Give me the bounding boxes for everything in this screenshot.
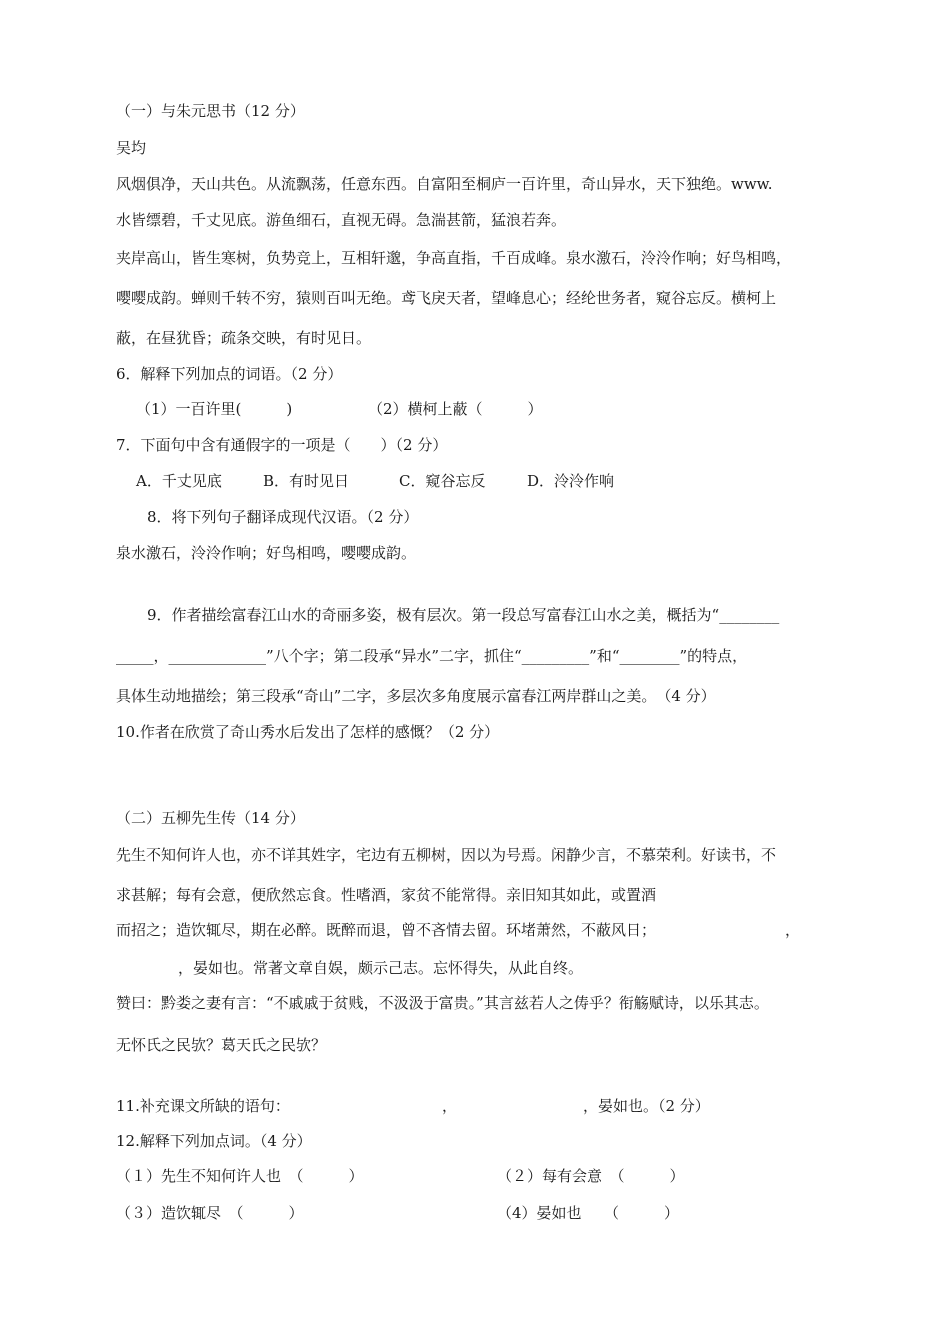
- q10-stem: 10.作者在欣赏了奇山秀水后发出了怎样的感慨？（2 分）: [116, 723, 500, 741]
- q9-line1: 9．作者描绘富春江山水的奇丽多姿，极有层次。第一段总写富春江山水之美，概括为“________: [147, 606, 780, 624]
- passage2-line3: 而招之；造饮辄尽，期在必醉。既醉而退，曾不吝情去留。环堵萧然，不蔽风日；: [116, 921, 657, 939]
- q6-item1: （1）一百许里( ): [136, 400, 293, 418]
- passage1-line2: 水皆缥碧，千丈见底。游鱼细石，直视无碍。急湍甚箭，猛浪若奔。: [116, 211, 567, 229]
- passage1-line1: 风烟俱净，天山共色。从流飘荡，任意东西。自富阳至桐庐一百许里，奇山异水，天下独绝。www.: [116, 175, 773, 193]
- q9-line3: 具体生动地描绘；第三段承“奇山”二字，多层次多角度展示富春江两岸群山之美。 （4 分）: [116, 687, 716, 705]
- q7-stem: 7．下面句中含有通假字的一项是（ ）（2 分）: [116, 436, 448, 454]
- section1-author: 吴均: [116, 139, 147, 157]
- passage1-line5: 蔽，在昼犹昏；疏条交映，有时见日。: [116, 329, 372, 347]
- q8-stem: 8．将下列句子翻译成现代汉语。（2 分）: [147, 508, 419, 526]
- passage1-line4: 嘤嘤成韵。蝉则千转不穷，猿则百叫无绝。鸢飞戾天者，望峰息心；经纶世务者，窥谷忘反。横柯上: [116, 289, 777, 307]
- section2-title: （二）五柳先生传（14 分）: [116, 809, 305, 827]
- passage1-line3: 夹岸高山，皆生寒树，负势竞上，互相轩邈，争高直指，千百成峰。泉水激石，泠泠作响；好鸟相鸣，: [116, 249, 792, 267]
- q11-blank-comma: ，: [442, 1097, 458, 1115]
- q12-item3: （３）造饮辄尽 （ ）: [116, 1204, 304, 1222]
- passage2-line4: ，晏如也。常著文章自娱，颇示己志。忘怀得失，从此自终。: [178, 959, 584, 977]
- passage2-line1: 先生不知何许人也，亦不详其姓字，宅边有五柳树，因以为号焉。闲静少言，不慕荣利。好读书，不: [116, 846, 777, 864]
- q11-tail: ，晏如也。（2 分）: [583, 1097, 710, 1115]
- q8-sentence: 泉水激石，泠泠作响；好鸟相鸣，嘤嘤成韵。: [116, 544, 417, 562]
- q7-option-b: B．有时见日: [263, 472, 350, 490]
- q6-item2: （2）横柯上蔽（ ）: [368, 400, 543, 418]
- q12-stem: 12.解释下列加点词。（4 分）: [116, 1132, 312, 1150]
- section1-title: （一）与朱元思书（12 分）: [116, 102, 305, 120]
- q7-option-a: A．千丈见底: [136, 472, 222, 490]
- q7-option-d: D．泠泠作响: [527, 472, 615, 490]
- q11-stem: 11.补充课文所缺的语句：: [116, 1097, 290, 1115]
- q12-item1: （１）先生不知何许人也 （ ）: [116, 1167, 364, 1185]
- q12-item2: （２）每有会意 （ ）: [497, 1167, 685, 1185]
- q12-item4: （4）晏如也 （ ）: [497, 1204, 680, 1222]
- q9-line2: _____，_____________”八个字；第二段承“异水”二字，抓住“_________”和“________”的特点，: [116, 647, 748, 665]
- passage2-line2: 求甚解；每有会意，便欣然忘食。性嗜酒，家贫不能常得。亲旧知其如此，或置酒: [116, 886, 657, 904]
- passage2-line5: 赞曰：黔娄之妻有言：“不戚戚于贫贱，不汲汲于富贵。”其言兹若人之俦乎？衔觞赋诗，以乐其志。: [116, 994, 769, 1012]
- passage2-line6: 无怀氏之民欤？葛天氏之民欤？: [116, 1036, 327, 1054]
- passage2-line3-blank-comma: ，: [785, 921, 801, 939]
- q6-stem: 6．解释下列加点的词语。（2 分）: [116, 365, 343, 383]
- q7-option-c: C．窥谷忘反: [399, 472, 486, 490]
